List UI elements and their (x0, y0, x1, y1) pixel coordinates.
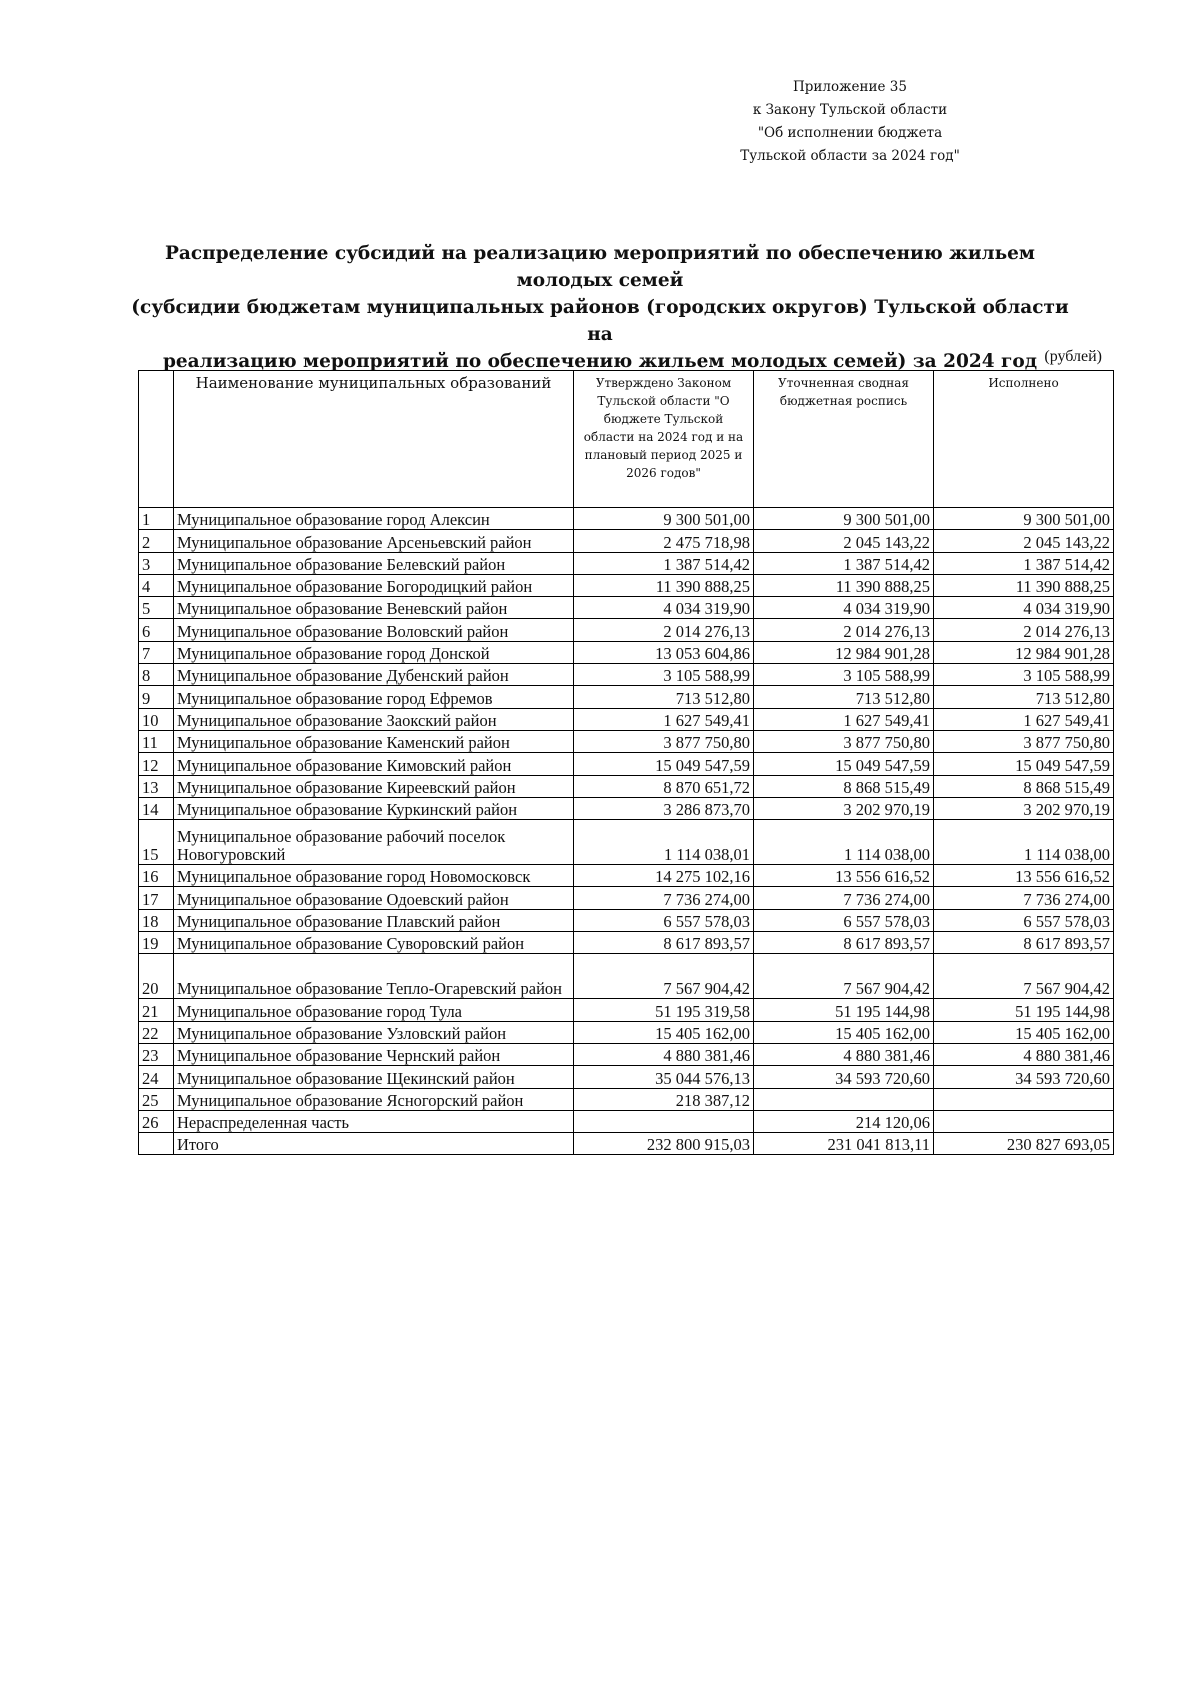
row-name: Итого (174, 1133, 574, 1155)
row-number: 23 (139, 1043, 174, 1065)
row-number: 15 (139, 820, 174, 865)
row-refined: 11 390 888,25 (754, 574, 934, 596)
table-row (139, 932, 1114, 954)
row-name: Муниципальное образование Дубенский район (174, 664, 574, 686)
table-row (139, 641, 1114, 663)
row-approved: 11 390 888,25 (574, 574, 754, 596)
table-row (139, 887, 1114, 909)
row-approved: 6 557 578,03 (574, 909, 754, 931)
row-refined: 4 880 381,46 (754, 1043, 934, 1065)
row-executed: 1 387 514,42 (934, 552, 1114, 574)
row-number: 4 (139, 574, 174, 596)
table-row (139, 1088, 1114, 1110)
row-number: 3 (139, 552, 174, 574)
row-name: Муниципальное образование город Донской (174, 641, 574, 663)
row-refined: 34 593 720,60 (754, 1066, 934, 1088)
row-name: Муниципальное образование город Алексин (174, 508, 574, 530)
table-row (139, 597, 1114, 619)
header-approved: Утверждено Законом Тульской области "О бюджете Тульской области на 2024 год и на плановый период 2025 и 2026 годов" (574, 371, 754, 508)
row-name: Муниципальное образование город Новомосковск (174, 865, 574, 887)
row-number: 22 (139, 1021, 174, 1043)
row-executed: 8 617 893,57 (934, 932, 1114, 954)
row-name: Муниципальное образование Чернский район (174, 1043, 574, 1065)
row-name: Нераспределенная часть (174, 1110, 574, 1132)
row-approved: 1 627 549,41 (574, 708, 754, 730)
row-approved: 3 105 588,99 (574, 664, 754, 686)
row-approved: 1 114 038,01 (574, 820, 754, 865)
row-approved: 9 300 501,00 (574, 508, 754, 530)
table-row (139, 508, 1114, 530)
row-number: 20 (139, 954, 174, 999)
row-executed: 9 300 501,00 (934, 508, 1114, 530)
row-refined: 214 120,06 (754, 1110, 934, 1132)
table-row (139, 708, 1114, 730)
row-number (139, 1133, 174, 1155)
row-approved: 7 567 904,42 (574, 954, 754, 999)
row-refined: 1 627 549,41 (754, 708, 934, 730)
table-body (139, 508, 1114, 1155)
row-name: Муниципальное образование Щекинский район (174, 1066, 574, 1088)
row-approved: 4 880 381,46 (574, 1043, 754, 1065)
row-refined: 9 300 501,00 (754, 508, 934, 530)
row-number: 5 (139, 597, 174, 619)
row-approved: 7 736 274,00 (574, 887, 754, 909)
row-number: 25 (139, 1088, 174, 1110)
table-row (139, 574, 1114, 596)
row-refined: 3 202 970,19 (754, 797, 934, 819)
row-executed: 713 512,80 (934, 686, 1114, 708)
appendix-line: Приложение 35 (793, 79, 907, 95)
row-name: Муниципальное образование Куркинский район (174, 797, 574, 819)
table-row (139, 552, 1114, 574)
row-executed: 8 868 515,49 (934, 775, 1114, 797)
row-executed: 1 627 549,41 (934, 708, 1114, 730)
row-name: Муниципальное образование Одоевский район (174, 887, 574, 909)
row-number: 10 (139, 708, 174, 730)
row-executed: 51 195 144,98 (934, 999, 1114, 1021)
row-refined: 2 014 276,13 (754, 619, 934, 641)
title-line: Распределение субсидий на реализацию мероприятий по обеспечению жильем молодых семей (165, 243, 1035, 291)
row-executed (934, 1110, 1114, 1132)
table-row (139, 664, 1114, 686)
appendix-line: Тульской области за 2024 год" (740, 148, 960, 164)
row-name: Муниципальное образование Ясногорский район (174, 1088, 574, 1110)
row-refined: 8 868 515,49 (754, 775, 934, 797)
row-refined: 713 512,80 (754, 686, 934, 708)
header-refined: Уточненная сводная бюджетная роспись (754, 371, 934, 508)
row-refined: 15 049 547,59 (754, 753, 934, 775)
row-executed: 15 405 162,00 (934, 1021, 1114, 1043)
row-number: 1 (139, 508, 174, 530)
row-name: Муниципальное образование Суворовский район (174, 932, 574, 954)
row-executed: 230 827 693,05 (934, 1133, 1114, 1155)
row-name: Муниципальное образование Заокский район (174, 708, 574, 730)
row-number: 17 (139, 887, 174, 909)
table-row (139, 999, 1114, 1021)
row-executed: 15 049 547,59 (934, 753, 1114, 775)
table-row (139, 1043, 1114, 1065)
row-name: Муниципальное образование Киреевский район (174, 775, 574, 797)
row-number: 14 (139, 797, 174, 819)
row-name: Муниципальное образование Веневский район (174, 597, 574, 619)
row-name: Муниципальное образование Плавский район (174, 909, 574, 931)
row-executed: 6 557 578,03 (934, 909, 1114, 931)
table-row (139, 530, 1114, 552)
row-refined: 1 387 514,42 (754, 552, 934, 574)
table-row (139, 865, 1114, 887)
table-row (139, 909, 1114, 931)
row-name: Муниципальное образование Богородицкий район (174, 574, 574, 596)
row-approved: 35 044 576,13 (574, 1066, 754, 1088)
row-refined: 1 114 038,00 (754, 820, 934, 865)
row-name: Муниципальное образование город Тула (174, 999, 574, 1021)
row-approved: 1 387 514,42 (574, 552, 754, 574)
row-approved: 2 014 276,13 (574, 619, 754, 641)
row-approved: 8 870 651,72 (574, 775, 754, 797)
row-executed: 4 880 381,46 (934, 1043, 1114, 1065)
row-number: 7 (139, 641, 174, 663)
row-refined: 3 105 588,99 (754, 664, 934, 686)
row-refined: 6 557 578,03 (754, 909, 934, 931)
row-number: 21 (139, 999, 174, 1021)
subsidy-table (138, 370, 1114, 1155)
row-number: 8 (139, 664, 174, 686)
row-approved: 2 475 718,98 (574, 530, 754, 552)
row-refined: 3 877 750,80 (754, 730, 934, 752)
row-executed: 7 567 904,42 (934, 954, 1114, 999)
table-row (139, 954, 1114, 999)
row-approved: 14 275 102,16 (574, 865, 754, 887)
title-line: реализацию мероприятий по обеспечению жильем молодых семей) за 2024 год (162, 351, 1038, 372)
row-refined: 7 736 274,00 (754, 887, 934, 909)
row-name: Муниципальное образование Каменский район (174, 730, 574, 752)
row-name: Муниципальное образование Арсеньевский район (174, 530, 574, 552)
appendix-note (700, 76, 1000, 168)
row-name: Муниципальное образование рабочий поселок Новогуровский (174, 820, 574, 865)
row-refined: 12 984 901,28 (754, 641, 934, 663)
row-executed: 2 014 276,13 (934, 619, 1114, 641)
table-row (139, 1110, 1114, 1132)
row-number: 12 (139, 753, 174, 775)
row-executed: 2 045 143,22 (934, 530, 1114, 552)
row-executed (934, 1088, 1114, 1110)
row-approved: 3 877 750,80 (574, 730, 754, 752)
row-executed: 3 202 970,19 (934, 797, 1114, 819)
row-refined: 4 034 319,90 (754, 597, 934, 619)
row-number: 2 (139, 530, 174, 552)
row-name: Муниципальное образование Узловский район (174, 1021, 574, 1043)
table-row (139, 775, 1114, 797)
row-name: Муниципальное образование Белевский район (174, 552, 574, 574)
row-executed: 1 114 038,00 (934, 820, 1114, 865)
row-approved: 218 387,12 (574, 1088, 754, 1110)
row-executed: 12 984 901,28 (934, 641, 1114, 663)
table-row (139, 619, 1114, 641)
row-name: Муниципальное образование Кимовский район (174, 753, 574, 775)
row-refined: 231 041 813,11 (754, 1133, 934, 1155)
row-executed: 11 390 888,25 (934, 574, 1114, 596)
row-refined (754, 1088, 934, 1110)
table-header-row (139, 371, 1114, 508)
appendix-line: к Закону Тульской области (752, 102, 948, 118)
row-refined: 7 567 904,42 (754, 954, 934, 999)
row-executed: 3 105 588,99 (934, 664, 1114, 686)
row-number: 9 (139, 686, 174, 708)
row-approved: 3 286 873,70 (574, 797, 754, 819)
table-row (139, 1021, 1114, 1043)
row-approved: 13 053 604,86 (574, 641, 754, 663)
appendix-line: "Об исполнении бюджета (757, 125, 943, 141)
row-number: 11 (139, 730, 174, 752)
row-number: 6 (139, 619, 174, 641)
row-number: 19 (139, 932, 174, 954)
row-approved: 15 049 547,59 (574, 753, 754, 775)
table-total-row (139, 1133, 1114, 1155)
header-number (139, 371, 174, 508)
table-row (139, 820, 1114, 865)
row-refined: 13 556 616,52 (754, 865, 934, 887)
row-number: 26 (139, 1110, 174, 1132)
row-executed: 7 736 274,00 (934, 887, 1114, 909)
row-executed: 13 556 616,52 (934, 865, 1114, 887)
header-executed: Исполнено (934, 371, 1114, 508)
units-label: (рублей) (1044, 348, 1102, 365)
document-title (120, 240, 1080, 375)
row-executed: 4 034 319,90 (934, 597, 1114, 619)
row-name: Муниципальное образование Воловский район (174, 619, 574, 641)
table-row (139, 730, 1114, 752)
row-name: Муниципальное образование город Ефремов (174, 686, 574, 708)
row-refined: 2 045 143,22 (754, 530, 934, 552)
row-refined: 51 195 144,98 (754, 999, 934, 1021)
row-approved: 232 800 915,03 (574, 1133, 754, 1155)
row-number: 16 (139, 865, 174, 887)
row-executed: 34 593 720,60 (934, 1066, 1114, 1088)
row-approved: 713 512,80 (574, 686, 754, 708)
table-row (139, 1066, 1114, 1088)
row-executed: 3 877 750,80 (934, 730, 1114, 752)
row-number: 18 (139, 909, 174, 931)
row-approved: 4 034 319,90 (574, 597, 754, 619)
title-line: (субсидии бюджетам муниципальных районов (городских округов) Тульской области на (131, 297, 1069, 345)
row-approved: 8 617 893,57 (574, 932, 754, 954)
table-row (139, 797, 1114, 819)
row-number: 13 (139, 775, 174, 797)
row-refined: 8 617 893,57 (754, 932, 934, 954)
row-approved (574, 1110, 754, 1132)
row-name: Муниципальное образование Тепло-Огаревский район (174, 954, 574, 999)
row-number: 24 (139, 1066, 174, 1088)
row-approved: 15 405 162,00 (574, 1021, 754, 1043)
header-name: Наименование муниципальных образований (174, 371, 574, 508)
table-row (139, 686, 1114, 708)
row-refined: 15 405 162,00 (754, 1021, 934, 1043)
table-row (139, 753, 1114, 775)
row-approved: 51 195 319,58 (574, 999, 754, 1021)
